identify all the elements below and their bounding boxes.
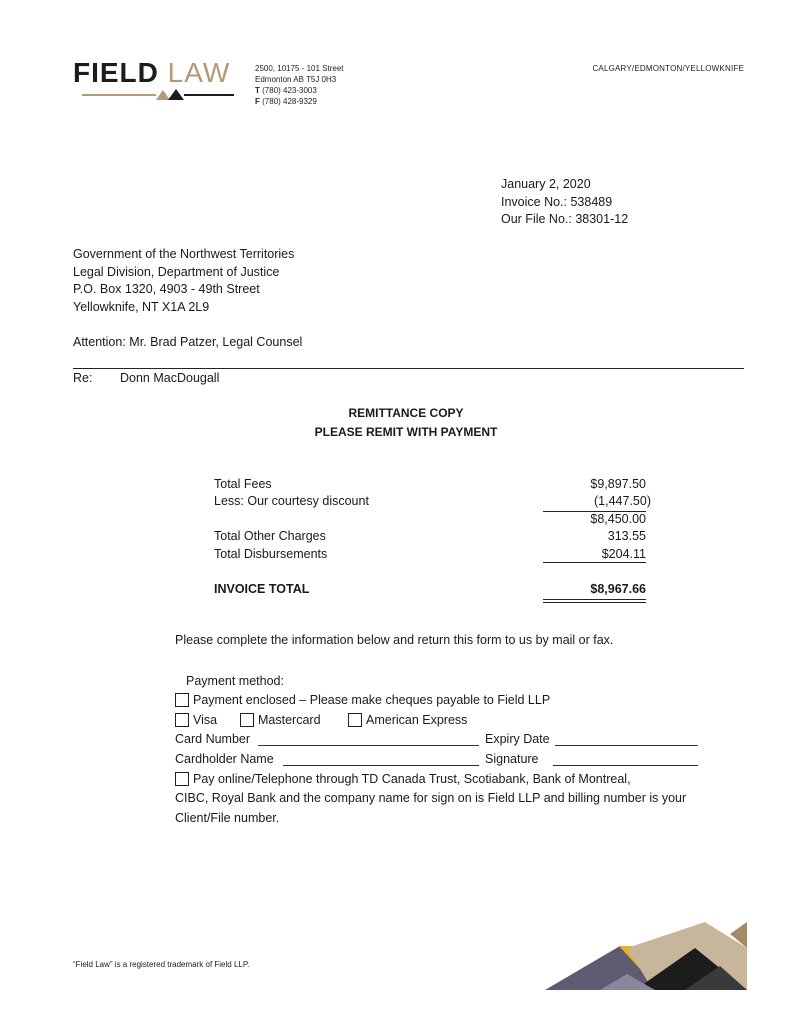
re-label: Re: [73,371,93,385]
recipient-address [73,246,294,316]
invoice-date: January 2, 2020 [501,177,591,191]
fax-prefix: F [255,97,260,106]
remittance-subtitle: PLEASE REMIT WITH PAYMENT [314,425,498,439]
pay-online-checkbox[interactable] [175,772,189,786]
re-value: Donn MacDougall [120,371,220,385]
discount-amount: (1,447.50) [594,494,651,508]
mastercard-checkbox[interactable] [240,713,254,727]
visa-checkbox[interactable] [175,713,189,727]
pay-online-option[interactable] [175,770,631,790]
amex-checkbox[interactable] [348,713,362,727]
cardholder-field[interactable] [283,765,479,766]
other-charges-row [214,527,646,545]
footer-decorative-triangles [545,920,748,992]
disbursements-label: Total Disbursements [214,547,328,561]
signature-label: Signature [485,752,539,766]
disbursements-amount: $204.11 [601,547,646,561]
card-number-label: Card Number [175,732,251,746]
pay-online-line-3: Client/File number. [175,811,280,825]
expiry-label: Expiry Date [485,732,550,746]
total-fees-label: Total Fees [214,477,272,491]
total-fees-row [214,475,646,493]
fax-line [255,96,344,107]
amex-label: American Express [366,713,468,727]
pay-online-line-1: Pay online/Telephone through TD Canada Trust, Scotiabank, Bank of Montreal, [193,772,631,786]
divider [73,368,744,369]
invoice-total-row [214,580,646,598]
payment-enclosed-option[interactable] [175,691,550,711]
other-charges-label: Total Other Charges [214,529,326,543]
file-number: Our File No.: 38301-12 [501,212,629,226]
phone-line [255,85,344,96]
payment-method-label: Payment method: [186,674,284,688]
logo-underline-graphic [82,87,238,101]
amex-option[interactable] [348,711,467,731]
cardholder-label: Cardholder Name [175,752,274,766]
total-fees-amount: $9,897.50 [590,477,646,491]
total-rule-1 [543,599,646,600]
mastercard-label: Mastercard [258,713,321,727]
visa-option[interactable] [175,711,217,731]
disbursements-rule [543,562,646,563]
expiry-field[interactable] [555,745,698,746]
attention-line: Attention: Mr. Brad Patzer, Legal Counsel [73,335,303,349]
payment-enclosed-label: Payment enclosed – Please make cheques payable to Field LLP [193,693,551,707]
remittance-title: REMITTANCE COPY [348,406,464,420]
invoice-number: Invoice No.: 538489 [501,194,613,209]
office-cities: CALGARY/EDMONTON/YELLOWKNIFE [592,64,744,73]
address-line-1: 2500, 10175 - 101 Street [255,64,344,73]
fax-number: (780) 428-9329 [262,97,317,106]
recipient-line-3: P.O. Box 1320, 4903 - 49th Street [73,282,260,296]
phone-prefix: T [255,86,260,95]
visa-label: Visa [193,713,218,727]
signature-field[interactable] [553,765,698,766]
instructions: Please complete the information below and return this form to us by mail or fax. [175,633,614,647]
pay-online-line-2: CIBC, Royal Bank and the company name for sign on is Field LLP and billing number is your [175,791,687,805]
recipient-line-2: Legal Division, Department of Justice [73,264,280,279]
trademark-note: “Field Law” is a registered trademark of Field LLP. [73,960,250,969]
mastercard-option[interactable] [240,711,321,731]
logo [73,56,230,90]
invoice-meta [501,176,628,229]
invoice-total-label: INVOICE TOTAL [214,582,310,596]
total-rule-2 [543,602,646,603]
logo-word-field: FIELD [73,57,159,88]
other-charges-amount: 313.55 [607,529,646,543]
recipient-line-1: Government of the Northwest Territories [73,247,295,261]
recipient-line-4: Yellowknife, NT X1A 2L9 [73,299,210,314]
phone-number: (780) 423-3003 [262,86,317,95]
payment-enclosed-checkbox[interactable] [175,693,189,707]
address-line-2: Edmonton AB T5J 0H3 [255,75,337,84]
subtotal-row [214,510,646,528]
logo-word-law: LAW [167,57,231,88]
disbursements-row [214,545,646,563]
card-number-field[interactable] [258,745,479,746]
discount-label: Less: Our courtesy discount [214,494,369,508]
discount-row [214,492,651,510]
invoice-total-amount: $8,967.66 [590,582,646,596]
subtotal-amount: $8,450.00 [590,512,646,526]
firm-address [255,63,344,107]
